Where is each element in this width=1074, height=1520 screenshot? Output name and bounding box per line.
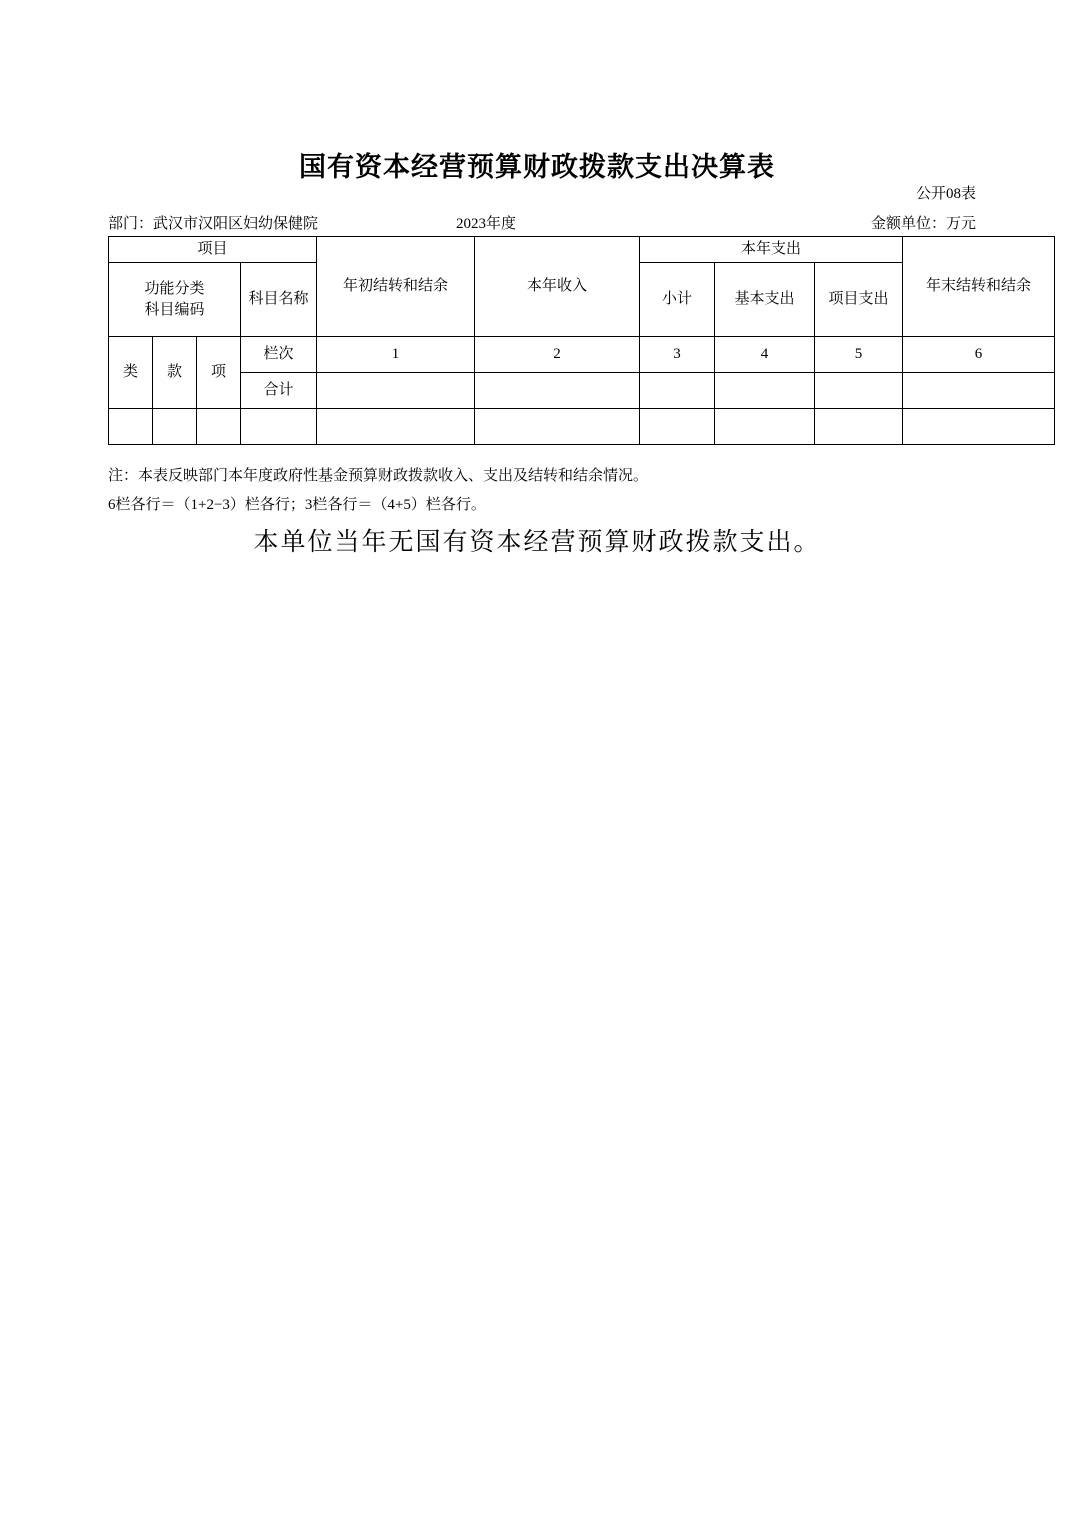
header-group-current-year-expenditure: 本年支出 — [640, 237, 903, 263]
cell-section — [153, 409, 197, 445]
header-basic-expenditure: 基本支出 — [715, 263, 815, 337]
cell-begin-balance — [317, 409, 475, 445]
total-subtotal — [640, 373, 715, 409]
column-index-2: 2 — [475, 337, 640, 373]
cell-subject-name — [241, 409, 317, 445]
header-class: 类 — [109, 337, 153, 409]
total-label: 合计 — [241, 373, 317, 409]
cell-current-year-income — [475, 409, 640, 445]
table-row — [109, 237, 1055, 263]
header-subject-name: 科目名称 — [241, 263, 317, 337]
total-end-balance — [903, 373, 1055, 409]
header-begin-balance: 年初结转和结余 — [317, 237, 475, 337]
cell-item — [197, 409, 241, 445]
header-group-item: 项目 — [109, 237, 317, 263]
cell-basic-expenditure — [715, 409, 815, 445]
year-label: 2023年度 — [456, 216, 517, 232]
form-code-label: 公开08表 — [915, 186, 976, 202]
note-line-1: 注：本表反映部门本年度政府性基金预算财政拨款收入、支出及结转和结余情况。 — [108, 468, 649, 484]
column-index-label: 栏次 — [241, 337, 317, 373]
budget-table — [108, 236, 1055, 445]
table-notes — [108, 462, 648, 519]
total-current-year-income — [475, 373, 640, 409]
header-end-balance: 年末结转和结余 — [903, 237, 1055, 337]
header-function-class-code: 功能分类 科目编码 — [109, 263, 241, 337]
total-project-expenditure — [815, 373, 903, 409]
header-subtotal: 小计 — [640, 263, 715, 337]
column-index-5: 5 — [815, 337, 903, 373]
note-line-2: 6栏各行＝（1+2−3）栏各行；3栏各行＝（4+5）栏各行。 — [108, 496, 486, 513]
header-item: 项 — [197, 337, 241, 409]
document-meta — [108, 212, 976, 232]
total-begin-balance — [317, 373, 475, 409]
column-index-1: 1 — [317, 337, 475, 373]
column-index-3: 3 — [640, 337, 715, 373]
header-section: 款 — [153, 337, 197, 409]
column-index-6: 6 — [903, 337, 1055, 373]
cell-class — [109, 409, 153, 445]
page-title: 国有资本经营预算财政拨款支出决算表 — [299, 152, 775, 182]
cell-subtotal — [640, 409, 715, 445]
table-row — [109, 409, 1055, 445]
total-basic-expenditure — [715, 373, 815, 409]
table-row — [109, 373, 1055, 409]
cell-project-expenditure — [815, 409, 903, 445]
table-row — [109, 337, 1055, 373]
header-project-expenditure: 项目支出 — [815, 263, 903, 337]
department-label: 部门：武汉市汉阳区妇幼保健院 — [108, 216, 319, 232]
column-index-4: 4 — [715, 337, 815, 373]
no-expenditure-statement: 本单位当年无国有资本经营预算财政拨款支出。 — [253, 529, 821, 556]
cell-end-balance — [903, 409, 1055, 445]
header-current-year-income: 本年收入 — [475, 237, 640, 337]
amount-unit-label: 金额单位：万元 — [870, 216, 976, 232]
